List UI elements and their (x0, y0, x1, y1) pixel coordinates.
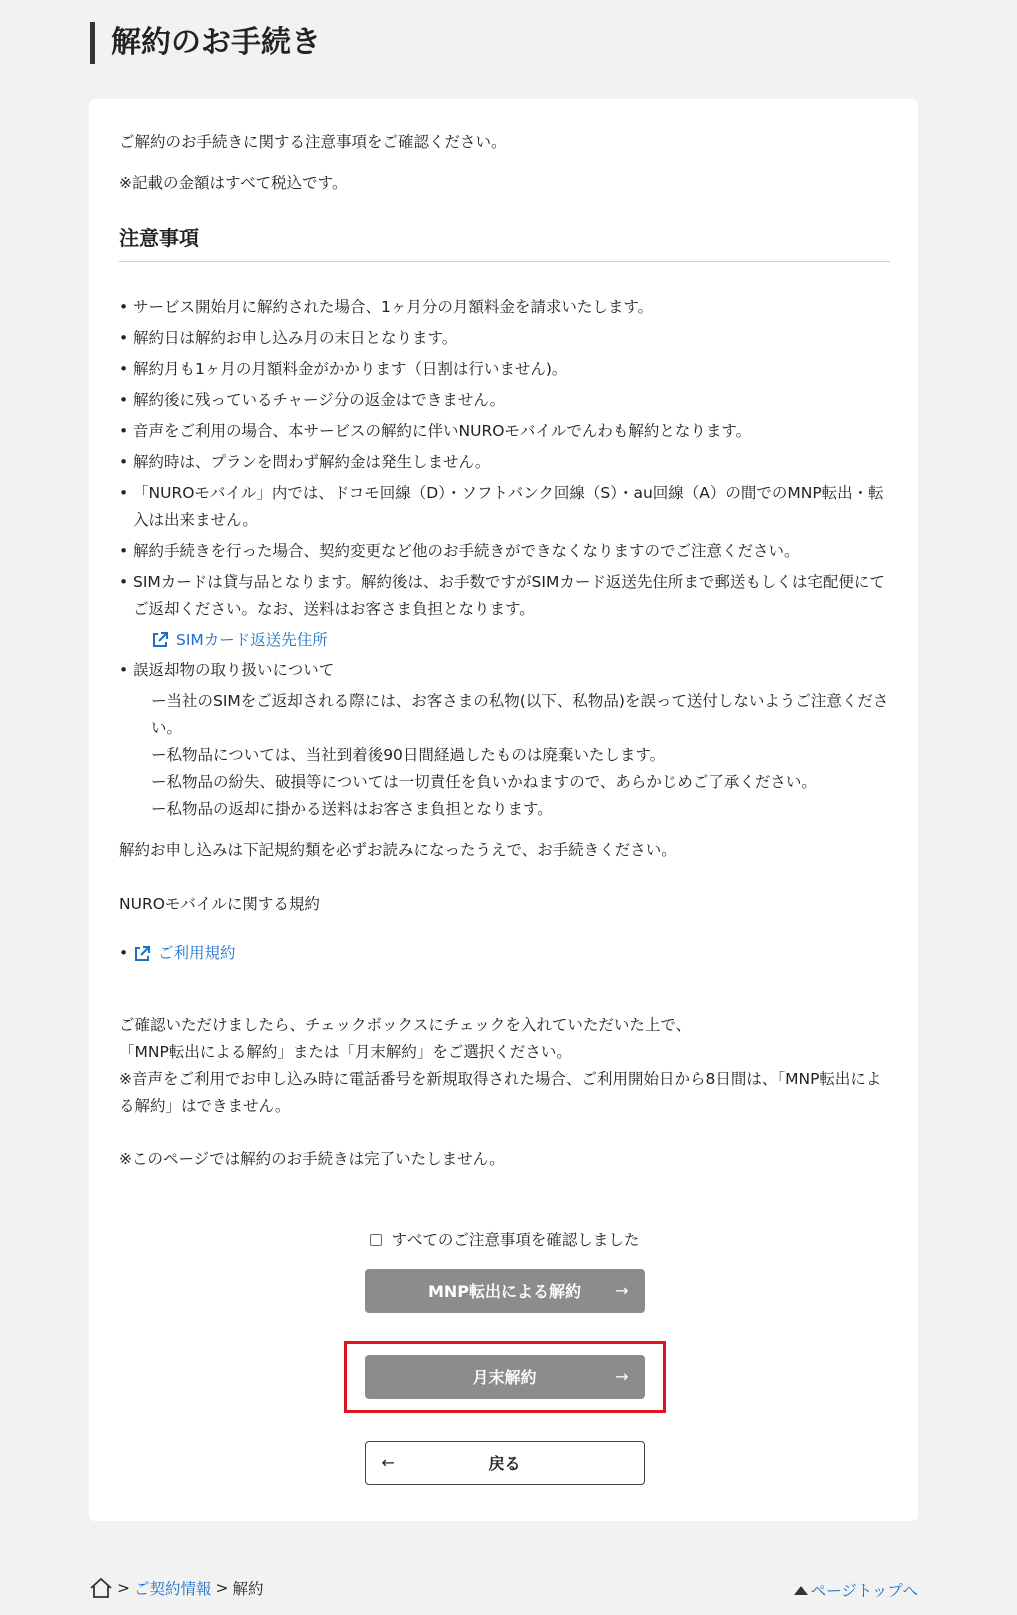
highlight-box (344, 1341, 666, 1413)
confirm-checkbox[interactable] (370, 1234, 382, 1246)
arrow-left-icon: ← (381, 1453, 395, 1472)
breadcrumb-separator: > (117, 1579, 130, 1597)
terms-of-use-link[interactable] (133, 940, 236, 967)
triangle-up-icon (794, 1586, 808, 1595)
list-item: • 解約時は、プランを問わず解約金は発生しません。 (119, 449, 890, 476)
misdelivery-list (119, 657, 890, 684)
external-link-icon (133, 945, 151, 963)
footer-nav (89, 1577, 918, 1605)
misdelivery-line: ー私物品の返却に掛かる送料はお客さま負担となります。 (151, 800, 553, 818)
intro-text: ご解約のお手続きに関する注意事項をご確認ください。 (119, 133, 507, 151)
breadcrumb (89, 1577, 264, 1599)
list-item: • 誤返却物の取り扱いについて (119, 657, 890, 684)
page-title: 解約のお手続き (90, 22, 321, 64)
list-item: • 音声をご利用の場合、本サービスの解約に伴いNUROモバイルでんわも解約となります。 (119, 418, 890, 445)
confirm-checkbox-row[interactable] (119, 1227, 890, 1253)
list-item: • 解約日は解約お申し込み月の末日となります。 (119, 325, 890, 352)
completion-note: ※このページでは解約のお手続きは完了いたしません。 (119, 1149, 505, 1168)
month-end-cancel-label: 月末解約 (472, 1368, 537, 1387)
terms-heading: NUROモバイルに関する規約 (119, 895, 320, 913)
mnp-cancel-button[interactable] (365, 1269, 645, 1313)
mnp-restriction-note: ※音声をご利用でお申し込み時に電話番号を新規取得された場合、ご利用開始日から8日間は、「MNP転出による解約」はできません。 (119, 1069, 882, 1115)
arrow-right-icon: → (615, 1367, 629, 1386)
list-item: • サービス開始月に解約された場合、1ヶ月分の月額料金を請求いたします。 (119, 294, 890, 321)
home-icon[interactable] (89, 1577, 113, 1599)
sim-return-address-label: SIMカード返送先住所 (176, 631, 328, 649)
sim-return-address-link[interactable] (151, 627, 890, 653)
notes-list (119, 294, 890, 623)
misdelivery-line: ー当社のSIMをご返却される際には、お客さまの私物(以下、私物品)を誤って送付しないようご注意ください。 (151, 692, 889, 737)
back-button[interactable] (365, 1441, 645, 1485)
list-item: • 解約手続きを行った場合、契約変更など他のお手続きができなくなりますのでご注意ください。 (119, 538, 890, 565)
confirm-text: ご確認いただけましたら、チェックボックスにチェックを入れていただいた上で、 (119, 1015, 692, 1034)
month-end-cancel-button[interactable] (365, 1355, 645, 1399)
page-top-label: ページトップへ (810, 1582, 918, 1600)
list-item: • 解約月も1ヶ月の月額料金がかかります（日割は行いません)。 (119, 356, 890, 383)
tax-note: ※記載の金額はすべて税込です。 (119, 174, 348, 192)
misdelivery-line: ー私物品の紛失、破損等については一切責任を負いかねますので、あらかじめご了承ください。 (151, 773, 817, 791)
notes-heading: 注意事項 (119, 223, 890, 262)
breadcrumb-current: 解約 (232, 1580, 264, 1598)
back-label: 戻る (488, 1454, 521, 1473)
list-item: • 「NUROモバイル」内では、ドコモ回線（D）・ソフトバンク回線（S）・au回線（A）の間でのMNP転出・転入は出来ません。 (119, 480, 890, 534)
content-card (89, 99, 918, 1521)
list-item (119, 940, 890, 972)
breadcrumb-separator: > (215, 1579, 229, 1597)
breadcrumb-contract-info[interactable]: ご契約情報 (134, 1580, 212, 1598)
confirm-checkbox-label: すべてのご注意事項を確認しました (391, 1230, 640, 1249)
list-item: • 解約後に残っているチャージ分の返金はできません。 (119, 387, 890, 414)
arrow-right-icon: → (615, 1281, 629, 1300)
misdelivery-line: ー私物品については、当社到着後90日間経過したものは廃棄いたします。 (151, 746, 666, 764)
confirm-text: 「MNP転出による解約」または「月末解約」をご選択ください。 (119, 1042, 572, 1061)
mnp-cancel-label: MNP転出による解約 (427, 1282, 582, 1301)
list-item: • SIMカードは貸与品となります。解約後は、お手数ですがSIMカード返送先住所まで郵送もしくは宅配便にてご返却ください。なお、送料はお客さま負担となります。 (119, 569, 890, 623)
page-top-link[interactable] (794, 1579, 918, 1601)
terms-list (119, 940, 890, 972)
external-link-icon (151, 631, 169, 649)
terms-notice: 解約お申し込みは下記規約類を必ずお読みになったうえで、お手続きください。 (119, 841, 677, 859)
terms-of-use-label: • ご利用規約 (158, 944, 236, 962)
